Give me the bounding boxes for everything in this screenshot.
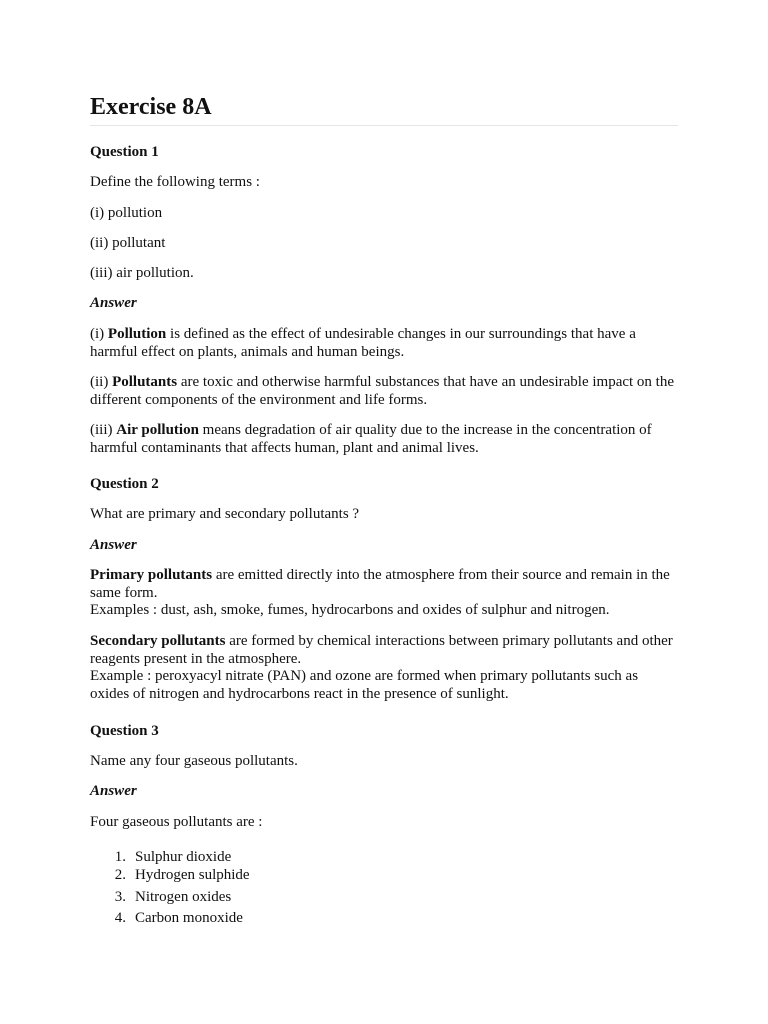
question-2-heading: Question 2 <box>90 476 159 492</box>
answer-term: Air pollution <box>116 422 199 438</box>
list-item <box>90 867 250 885</box>
list-number: 1. <box>114 849 126 865</box>
question-3-prompt: Name any four gaseous pollutants. <box>90 753 298 769</box>
question-3-answer-intro: Four gaseous pollutants are : <box>90 814 263 830</box>
answer-prefix: (iii) <box>90 422 117 438</box>
answer-prefix: (ii) <box>90 374 113 390</box>
answer-term: Pollution <box>107 326 167 342</box>
list-text: Carbon monoxide <box>135 910 243 926</box>
page-title: Exercise 8A <box>90 94 212 120</box>
question-1-answer-2 <box>90 374 678 409</box>
answer-example: Example : peroxyacyl nitrate (PAN) and ozone are formed when primary pollutants such as oxides of nitrogen and hydrocarbons react in the presence of sunlight. <box>90 668 639 702</box>
question-1-heading: Question 1 <box>90 144 159 160</box>
question-3-answer-label: Answer <box>90 783 137 799</box>
answer-text: is defined as the effect of undesirable changes in our surroundings that have a harmful effect on plants, animals and human beings. <box>90 326 636 360</box>
answer-text: are formed by chemical interactions between primary pollutants and other reagents present in the atmosphere. <box>90 633 673 667</box>
question-1-item-1: (i) pollution <box>90 205 163 221</box>
answer-prefix: (i) <box>90 326 108 342</box>
title-divider <box>90 125 678 126</box>
answer-term: Primary pollutants <box>90 567 213 583</box>
question-1-answer-1 <box>90 326 678 361</box>
answer-text: means degradation of air quality due to the increase in the concentration of harmful contaminants that affects human, plant and animal lives. <box>90 422 652 456</box>
question-1-answer-label: Answer <box>90 295 137 311</box>
question-3-heading: Question 3 <box>90 723 159 739</box>
question-2-answer-label: Answer <box>90 537 137 553</box>
question-2-prompt: What are primary and secondary pollutants ? <box>90 506 360 522</box>
answer-example: Examples : dust, ash, smoke, fumes, hydrocarbons and oxides of sulphur and nitrogen. <box>90 602 610 619</box>
list-text: Nitrogen oxides <box>135 889 232 905</box>
question-2-secondary-answer <box>90 633 678 703</box>
list-item <box>90 849 231 867</box>
list-item <box>90 910 243 928</box>
list-number: 4. <box>114 910 126 926</box>
question-1-prompt: Define the following terms : <box>90 174 260 190</box>
question-1-answer-3 <box>90 422 678 457</box>
answer-term: Secondary pollutants <box>90 633 226 649</box>
list-text: Sulphur dioxide <box>135 849 232 865</box>
answer-text: are toxic and otherwise harmful substances that have an undesirable impact on the different components of the environment and life forms. <box>90 374 675 408</box>
list-number: 2. <box>114 867 126 883</box>
list-number: 3. <box>114 889 126 905</box>
list-item <box>90 889 231 907</box>
answer-term: Pollutants <box>112 374 178 390</box>
question-2-primary-answer <box>90 567 678 620</box>
list-text: Hydrogen sulphide <box>135 867 250 883</box>
question-1-item-2: (ii) pollutant <box>90 235 166 251</box>
question-1-item-3: (iii) air pollution. <box>90 265 194 281</box>
answer-text: are emitted directly into the atmosphere from their source and remain in the same form. <box>90 567 670 601</box>
